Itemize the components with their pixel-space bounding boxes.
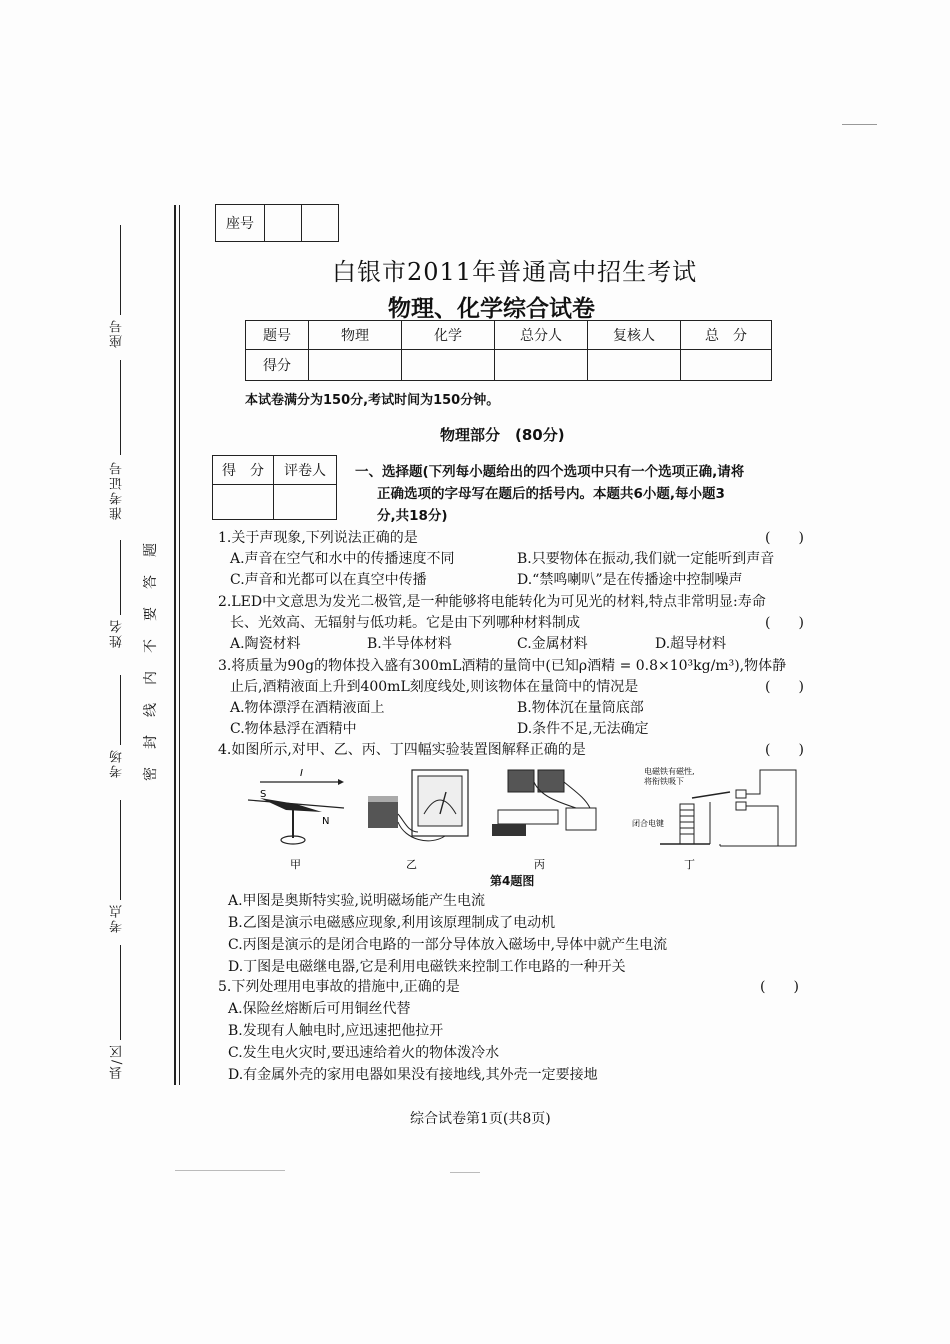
margin-label-seat: 座号 xyxy=(110,318,125,348)
figure-label-ding: 闭合电键 xyxy=(632,819,664,828)
blank-seat-line xyxy=(120,225,121,315)
score-cell[interactable] xyxy=(681,350,772,381)
question-4-option-d: D.丁图是电磁继电器,它是利用电磁铁来控制工作电路的一种开关 xyxy=(228,959,626,975)
figure-ding xyxy=(632,766,796,846)
seat-number-box xyxy=(215,204,339,242)
figure-4 xyxy=(240,762,830,882)
question-2-option-d: D.超导材料 xyxy=(655,636,727,652)
blank-room-line xyxy=(120,675,121,745)
figure-label-ding: 将衔铁吸下 xyxy=(644,777,684,786)
question-4-option-c: C.丙图是演示的是闭合电路的一部分导体放入磁场中,导体中就产生电流 xyxy=(228,937,668,953)
question-5-option-a: A.保险丝熔断后可用铜丝代替 xyxy=(228,1001,411,1017)
margin-label-ticket: 准考证号 xyxy=(110,460,125,520)
score-cell[interactable] xyxy=(588,350,681,381)
question-5-option-b: B.发现有人触电时,应迅速把他拉开 xyxy=(228,1023,444,1039)
page-footer: 综合试卷第1页(共8页) xyxy=(410,1111,551,1127)
blank-name-line xyxy=(120,540,121,615)
score-cell[interactable] xyxy=(402,350,495,381)
question-5-option-d: D.有金属外壳的家用电器如果没有接地线,其外壳一定要接地 xyxy=(228,1067,598,1083)
question-3-option-d: D.条件不足,无法确定 xyxy=(517,721,649,737)
score-cell[interactable] xyxy=(495,350,588,381)
answer-paren[interactable]: ( ) xyxy=(765,742,804,758)
margin-label-name: 姓名 xyxy=(110,618,125,648)
section-title: 物理部分 (80分) xyxy=(440,426,565,444)
question-4-stem: 4.如图所示,对甲、乙、丙、丁四幅实验装置图解释正确的是 xyxy=(218,742,586,758)
question-2-option-a: A.陶瓷材料 xyxy=(230,636,301,652)
answer-paren[interactable]: ( ) xyxy=(765,679,804,695)
figure-label-s: S xyxy=(260,789,267,800)
seal-char: 密 xyxy=(143,767,159,781)
score-table xyxy=(245,320,772,381)
score-table-header: 化学 xyxy=(402,321,495,350)
score-table-header: 物理 xyxy=(309,321,402,350)
seat-box-cell[interactable] xyxy=(265,205,302,242)
question-5-option-c: C.发生电火灾时,要迅速给着火的物体泼冷水 xyxy=(228,1045,500,1061)
figure-label-n: N xyxy=(322,816,330,827)
scan-artifact xyxy=(842,124,877,125)
part1-instruction: 正确选项的字母写在题后的括号内。本题共6小题,每小题3 xyxy=(377,486,725,502)
figure-label-bing: 丙 xyxy=(534,858,545,871)
binding-line-inner xyxy=(179,205,180,1085)
question-2-stem: 长、光效高、无辐射与低功耗。它是由下列哪种材料制成 xyxy=(230,615,580,631)
blank-ticket-line xyxy=(120,360,121,455)
margin-label-room: 考场 xyxy=(110,748,125,778)
question-3-option-c: C.物体悬浮在酒精中 xyxy=(230,721,357,737)
seal-char: 要 xyxy=(143,607,159,621)
score-table-header: 总分人 xyxy=(495,321,588,350)
figure-bing xyxy=(492,770,596,836)
question-3-option-a: A.物体漂浮在酒精液面上 xyxy=(230,700,385,716)
blank-site-line xyxy=(120,800,121,900)
grader-box-score-label: 得 分 xyxy=(213,456,274,485)
question-3-stem: 3.将质量为90g的物体投入盛有300mL酒精的量筒中(已知ρ酒精 = 0.8×10³kg/m³),物体静 xyxy=(218,658,787,674)
seat-box-cell[interactable] xyxy=(302,205,339,242)
exam-intro: 本试卷满分为150分,考试时间为150分钟。 xyxy=(245,393,500,408)
grader-cell[interactable] xyxy=(213,485,274,520)
scan-artifact xyxy=(175,1170,285,1171)
margin-label-county: 县/区 xyxy=(110,1043,125,1080)
question-4-option-a: A.甲图是奥斯特实验,说明磁场能产生电流 xyxy=(228,893,486,909)
question-4-option-b: B.乙图是演示电磁感应现象,利用该原理制成了电动机 xyxy=(228,915,556,931)
seal-char: 不 xyxy=(143,639,159,653)
score-table-row-label: 得分 xyxy=(246,350,309,381)
seal-char: 内 xyxy=(143,671,159,685)
question-2-option-b: B.半导体材料 xyxy=(367,636,452,652)
question-1-stem: 1.关于声现象,下列说法正确的是 xyxy=(218,530,418,546)
figure-jia xyxy=(248,768,344,844)
figure-yi xyxy=(368,770,468,841)
figure-label-ding: 电磁铁有磁性, xyxy=(644,767,695,776)
scan-artifact xyxy=(450,1172,480,1173)
figure-label-jia: 甲 xyxy=(290,858,301,871)
seat-box-label: 座号 xyxy=(216,205,265,242)
question-5-stem: 5.下列处理用电事故的措施中,正确的是 xyxy=(218,979,460,995)
blank-county-line xyxy=(120,945,121,1040)
question-1-option-d: D.“禁鸣喇叭”是在传播途中控制噪声 xyxy=(517,572,743,588)
binding-line-outer xyxy=(174,205,176,1085)
part1-instruction: 一、选择题(下列每小题给出的四个选项中只有一个选项正确,请将 xyxy=(355,464,745,480)
score-table-header: 总 分 xyxy=(681,321,772,350)
answer-paren[interactable]: ( ) xyxy=(760,979,799,995)
exam-subtitle: 物理、化学综合试卷 xyxy=(388,296,595,322)
question-1-option-b: B.只要物体在振动,我们就一定能听到声音 xyxy=(517,551,775,567)
question-1-option-c: C.声音和光都可以在真空中传播 xyxy=(230,572,427,588)
grader-box-grader-label: 评卷人 xyxy=(274,456,337,485)
figure-4-caption: 第4题图 xyxy=(490,874,535,888)
figure-label-current: I xyxy=(300,768,303,779)
margin-label-site: 考点 xyxy=(110,903,125,933)
exam-title: 白银市2011年普通高中招生考试 xyxy=(332,258,698,286)
grader-box xyxy=(212,455,337,520)
question-1-option-a: A.声音在空气和水中的传播速度不同 xyxy=(230,551,455,567)
score-table-header: 题号 xyxy=(246,321,309,350)
question-2-stem: 2.LED中文意思为发光二极管,是一种能够将电能转化为可见光的材料,特点非常明显:寿命 xyxy=(218,594,766,610)
question-2-option-c: C.金属材料 xyxy=(517,636,588,652)
figure-label-yi: 乙 xyxy=(406,858,417,871)
answer-paren[interactable]: ( ) xyxy=(765,530,804,546)
figure-label-ding: 丁 xyxy=(684,858,695,871)
seal-char: 答 xyxy=(143,575,159,589)
score-table-header: 复核人 xyxy=(588,321,681,350)
seal-char: 封 xyxy=(143,735,159,749)
grader-cell[interactable] xyxy=(274,485,337,520)
part1-instruction: 分,共18分) xyxy=(377,508,448,524)
score-cell[interactable] xyxy=(309,350,402,381)
answer-paren[interactable]: ( ) xyxy=(765,615,804,631)
question-3-stem: 止后,酒精液面上升到400mL刻度线处,则该物体在量筒中的情况是 xyxy=(230,679,639,695)
seal-char: 题 xyxy=(143,543,159,557)
question-3-option-b: B.物体沉在量筒底部 xyxy=(517,700,644,716)
seal-char: 线 xyxy=(143,703,159,717)
